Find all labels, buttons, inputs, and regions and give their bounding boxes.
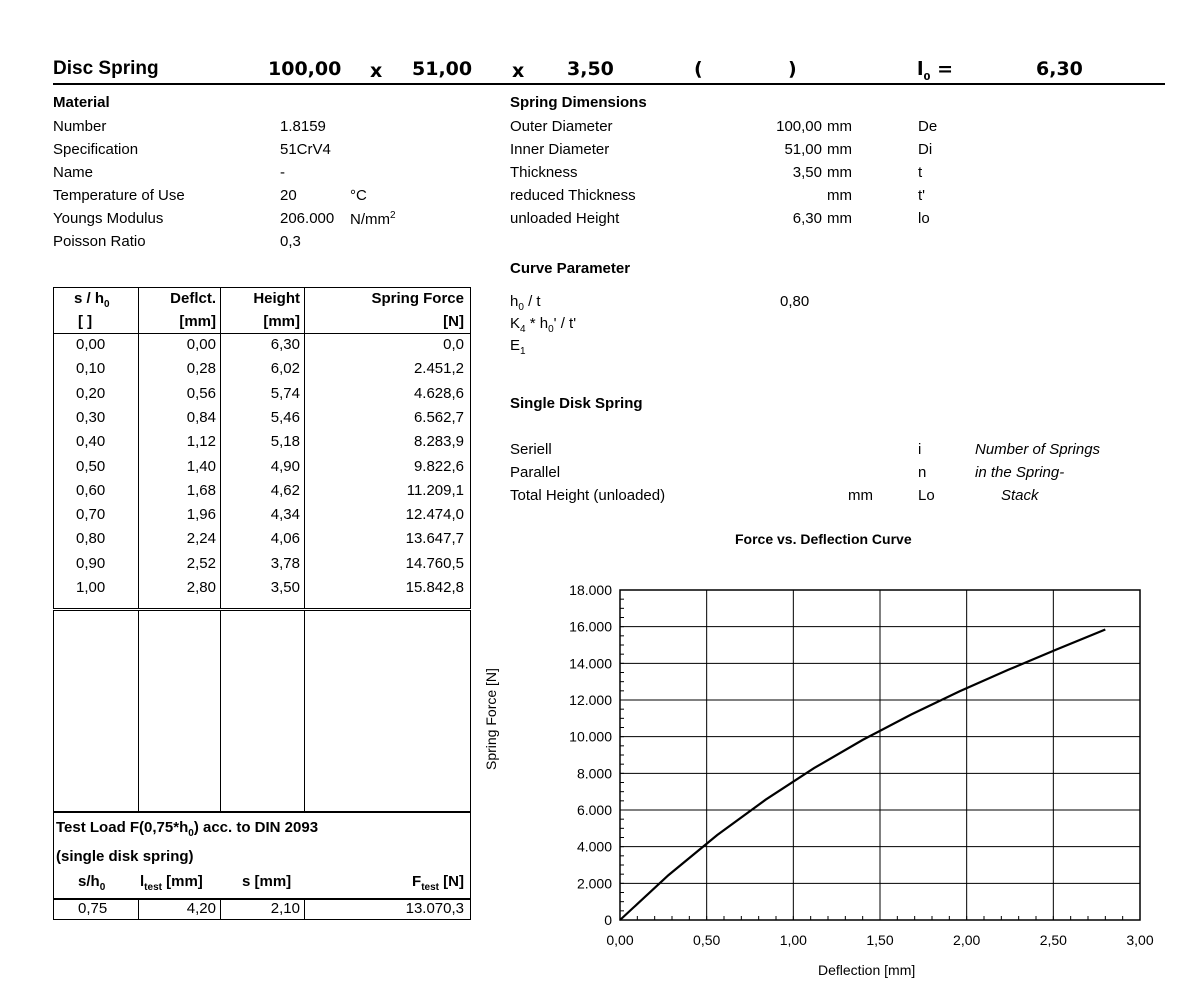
test-load-title: Test Load $F(0,75*h_0)$ acc. to DIN 2093 (56, 819, 319, 839)
table-cell: 2,24 (186, 530, 216, 548)
col-header-height: Height (253, 290, 300, 307)
table-cell: 5,18 (270, 433, 300, 451)
dim-label-thickness: Thickness (510, 164, 578, 181)
table-cell: 2,52 (186, 554, 216, 572)
table-cell: 14.760,5 (405, 554, 464, 572)
table-cell: 0,84 (186, 408, 216, 426)
col-header-ratio: s / $h_0$ (74, 290, 110, 310)
e1-label: $E_1$ (510, 337, 526, 357)
dim-value-inner: 51,00 (784, 141, 822, 158)
material-heading: Material (53, 94, 110, 111)
col-header-force: Spring Force (371, 290, 464, 307)
table-cell: 2,80 (186, 579, 216, 596)
chart-xlabel: Deflection [mm] (818, 962, 916, 978)
table-cell: 6.562,7 (413, 408, 464, 426)
dim-label-inner: Inner Diameter (510, 141, 610, 158)
symbol-i: i (918, 441, 922, 458)
k4-label: $K_4 * h_0'$ / t' (510, 315, 577, 335)
table-cell: 9.822,6 (413, 457, 464, 475)
dim-inner: 51,00 (412, 58, 473, 80)
dim-outer: 100,00 (268, 58, 342, 80)
paren-close: ) (788, 58, 797, 80)
table-cell: 3,78 (270, 554, 300, 572)
table-cell: 0,00 (76, 336, 106, 353)
material-value-youngs: 206.000 (280, 210, 335, 227)
note-line-1: Number of Springs (975, 441, 1101, 458)
test-val-ltest: 4,20 (186, 900, 216, 917)
l0-label: $l_0$ = (917, 58, 954, 83)
y-tick-label: 8.000 (576, 765, 612, 782)
total-height-unit: mm (848, 487, 873, 504)
table-cell: 8.283,9 (413, 433, 464, 451)
x-tick-label: 3,00 (1126, 932, 1154, 948)
col-unit-deflection: [mm] (179, 313, 216, 330)
table-cell: 0,70 (76, 506, 106, 524)
x-tick-label: 1,50 (866, 932, 894, 948)
dim-unit-reduced: mm (827, 187, 852, 204)
symbol-lo: Lo (918, 487, 935, 504)
table-cell: 0,80 (76, 530, 106, 548)
material-label-poisson: Poisson Ratio (53, 233, 146, 250)
material-value-name: - (280, 164, 285, 181)
y-tick-label: 0 (604, 912, 612, 928)
title: Disc Spring (53, 58, 159, 79)
x-tick-label: 0,50 (693, 932, 721, 948)
dim-thickness: 3,50 (567, 58, 614, 80)
table-cell: 0,90 (76, 554, 106, 572)
table-cell: 0,30 (76, 408, 106, 426)
dim-symbol-height: lo (918, 210, 930, 227)
test-val-s: 2,10 (270, 900, 300, 917)
table-cell: 2.451,2 (413, 360, 464, 378)
table-cell: 6,30 (270, 336, 300, 353)
dim-label-height: unloaded Height (510, 210, 620, 227)
test-col-ratio: $s/h_0$ (78, 873, 106, 893)
dim-symbol-thickness: t (918, 164, 923, 181)
col-unit-ratio: [ ] (78, 313, 93, 330)
times-sign-1: x (370, 60, 383, 82)
material-unit-temp: °C (350, 187, 367, 204)
note-line-2: in the Spring- (975, 464, 1065, 481)
table-cell: 0,60 (76, 481, 106, 499)
x-tick-label: 1,00 (779, 932, 807, 948)
material-label-youngs: Youngs Modulus (53, 210, 164, 227)
material-value-spec: 51CrV4 (280, 141, 331, 158)
dim-label-reduced: reduced Thickness (510, 187, 636, 204)
table-cell: 6,02 (270, 360, 300, 378)
times-sign-2: x (512, 60, 525, 82)
col-unit-force: [N] (443, 313, 464, 330)
material-value-poisson: 0,3 (280, 233, 301, 250)
x-tick-label: 0,00 (606, 932, 634, 948)
y-tick-label: 10.000 (569, 728, 612, 745)
table-cell: 4,34 (270, 506, 300, 524)
dim-label-outer: Outer Diameter (510, 118, 613, 135)
total-height-label: Total Height (unloaded) (510, 487, 666, 504)
chart-ylabel: Spring Force [N] (483, 668, 499, 770)
table-cell: 11.209,1 (406, 481, 464, 499)
force-curve-line (620, 630, 1105, 921)
dim-symbol-outer: De (918, 118, 938, 135)
seriell-label: Seriell (510, 441, 552, 458)
material-value-temp: 20 (280, 187, 297, 204)
single-heading: Single Disk Spring (510, 395, 643, 412)
y-tick-label: 12.000 (569, 692, 612, 708)
test-val-ftest: 13.070,3 (405, 900, 464, 917)
dim-value-thickness: 3,50 (792, 164, 822, 181)
test-val-ratio: 0,75 (78, 900, 108, 917)
dim-unit-thickness: mm (827, 164, 852, 181)
dim-symbol-reduced: t' (918, 187, 926, 204)
dimensions-heading: Spring Dimensions (510, 94, 647, 111)
test-col-s: s [mm] (242, 873, 292, 890)
y-tick-label: 2.000 (576, 875, 612, 892)
material-label-temp: Temperature of Use (53, 187, 185, 204)
test-col-ltest: $l_{test}$ [mm] (140, 873, 203, 893)
table-cell: 5,74 (270, 384, 300, 402)
table-cell: 13.647,7 (405, 530, 464, 548)
table-cell: 0,28 (186, 360, 216, 378)
table-cell: 4,06 (270, 530, 300, 548)
table-cell: 0,40 (76, 433, 106, 451)
table-cell: 0,10 (76, 360, 106, 378)
dim-symbol-inner: Di (918, 141, 933, 158)
table-cell: 4.628,6 (413, 384, 464, 402)
material-label-number: Number (53, 118, 107, 135)
table-cell: 1,68 (186, 481, 216, 499)
h0t-label: $h_0$ / t (510, 293, 541, 313)
table-cell: 1,00 (76, 579, 106, 596)
table-cell: 0,0 (443, 336, 464, 353)
y-tick-label: 4.000 (576, 838, 612, 855)
table-cell: 3,50 (270, 579, 300, 596)
table-cell: 0,00 (186, 336, 216, 353)
table-cell: 1,96 (186, 506, 216, 524)
table-cell: 12.474,0 (405, 506, 464, 524)
col-unit-height: [mm] (263, 313, 300, 330)
curve-param-heading: Curve Parameter (510, 260, 631, 277)
table-cell: 1,12 (186, 433, 216, 451)
material-unit-youngs: $N/mm^2$ (350, 210, 396, 228)
table-cell: 0,56 (186, 384, 216, 402)
l0-value: 6,30 (1036, 58, 1083, 80)
dim-value-outer: 100,00 (776, 118, 822, 135)
dim-value-height: 6,30 (792, 210, 822, 227)
table-cell: 4,90 (270, 457, 300, 475)
material-label-name: Name (53, 164, 94, 181)
y-tick-label: 16.000 (569, 618, 612, 635)
y-tick-label: 14.000 (569, 655, 612, 672)
table-cell: 0,50 (76, 457, 106, 475)
dim-unit-inner: mm (827, 141, 852, 158)
y-tick-label: 6.000 (576, 802, 612, 818)
material-value-number: 1.8159 (280, 118, 326, 135)
table-cell: 15.842,8 (405, 579, 464, 596)
paren-open: ( (694, 58, 703, 80)
material-label-spec: Specification (53, 141, 139, 158)
table-cell: 5,46 (270, 408, 300, 426)
x-tick-label: 2,50 (1039, 932, 1067, 948)
parallel-label: Parallel (510, 464, 561, 481)
x-tick-label: 2,00 (953, 932, 981, 948)
col-header-deflection: Deflct. (170, 290, 216, 307)
chart-title: Force vs. Deflection Curve (735, 531, 912, 547)
test-load-subtitle: (single disk spring) (56, 848, 194, 865)
table-cell: 0,20 (76, 384, 106, 402)
note-line-3: Stack (1001, 487, 1039, 504)
y-tick-label: 18.000 (569, 582, 612, 598)
h0t-value: 0,80 (780, 293, 810, 310)
symbol-n: n (918, 464, 927, 481)
table-cell: 1,40 (186, 457, 216, 475)
dim-unit-height: mm (827, 210, 852, 227)
test-col-ftest: $F_{test}$ [N] (412, 873, 464, 893)
dim-unit-outer: mm (827, 118, 852, 135)
table-cell: 4,62 (270, 481, 300, 499)
